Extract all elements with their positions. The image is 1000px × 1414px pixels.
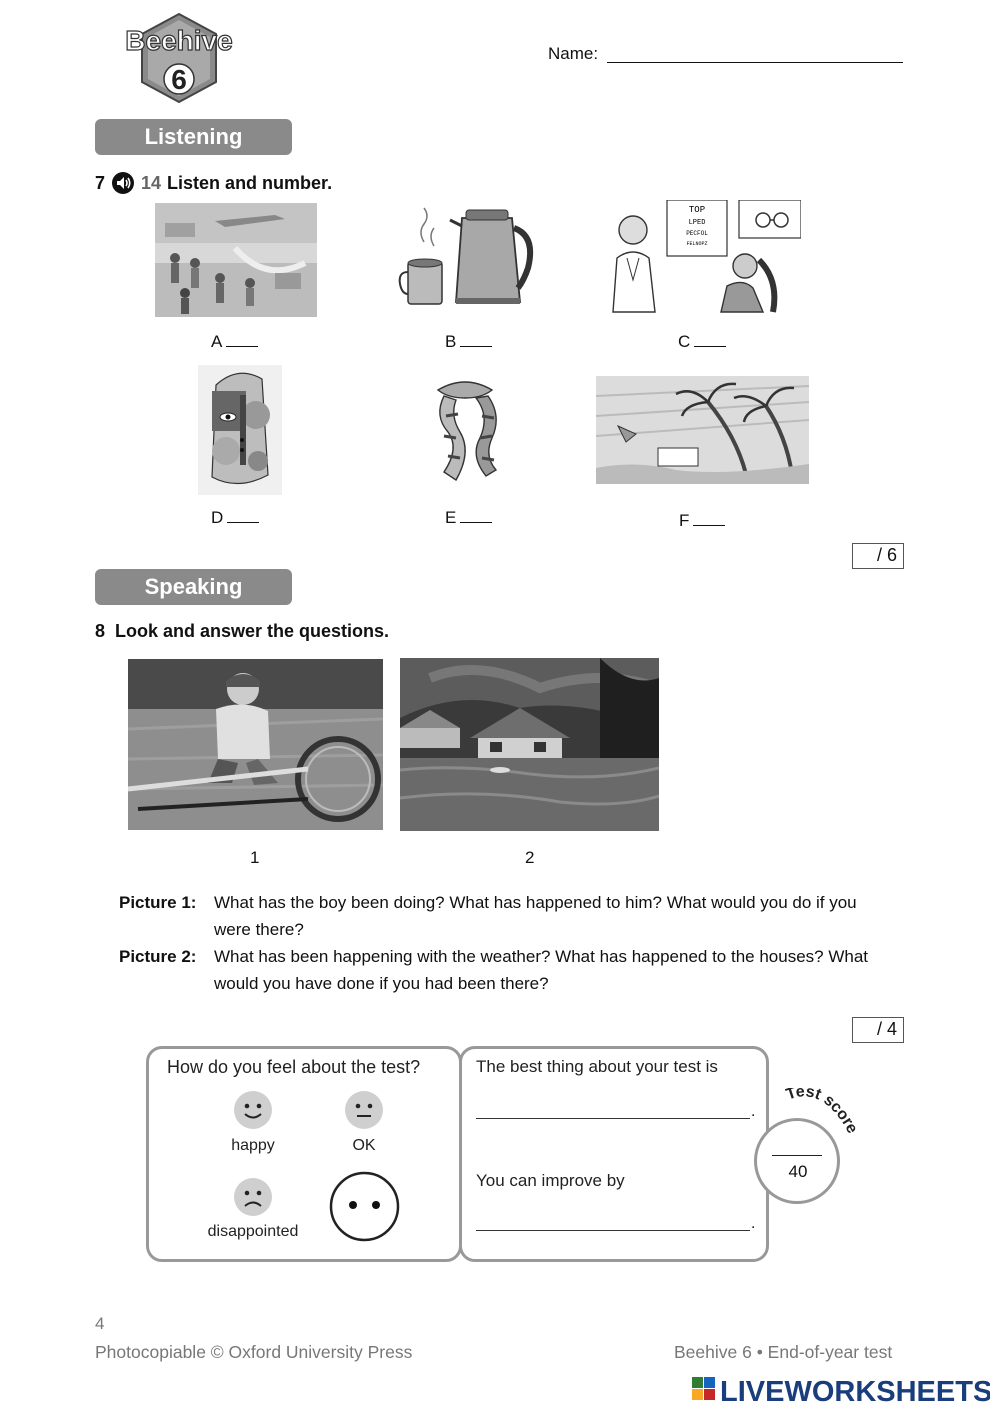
watermark-text: LIVEWORKSHEETS — [720, 1376, 990, 1407]
answer-blank[interactable] — [460, 346, 492, 347]
task-8-title — [95, 621, 389, 642]
picture-airport-scene — [155, 203, 317, 317]
improve-label: You can improve by — [476, 1171, 625, 1190]
option-letter: D — [211, 508, 224, 527]
speaking-banner: Speaking — [95, 569, 292, 605]
picture-1-label: Picture 1: — [119, 893, 197, 912]
task-instruction: Look and answer the questions. — [115, 621, 390, 641]
improve-dot: . — [751, 1215, 756, 1232]
speaking-score-box: / 4 — [852, 1017, 904, 1043]
option-f-label[interactable] — [679, 511, 725, 531]
option-d-label[interactable] — [211, 508, 259, 528]
book-title: Beehive 6 • End-of-year test — [674, 1342, 893, 1362]
best-thing-dot: . — [751, 1103, 756, 1120]
page-number: 4 — [95, 1314, 105, 1333]
liveworksheets-logo — [690, 1373, 990, 1407]
option-letter: C — [678, 332, 691, 351]
listening-score-box: / 6 — [852, 543, 904, 569]
happy-label: happy — [231, 1137, 275, 1154]
answer-blank[interactable] — [460, 522, 492, 523]
svg-text:FELNOPZ: FELNOPZ — [686, 241, 708, 247]
photo-boy-with-bike — [128, 659, 383, 830]
test-score-label: Test score — [784, 1088, 861, 1137]
listening-banner: Listening — [95, 119, 292, 155]
ok-face-icon[interactable] — [344, 1090, 384, 1130]
test-score-label-arc — [780, 1088, 870, 1158]
svg-text:LPED: LPED — [688, 219, 706, 227]
option-letter: B — [445, 332, 457, 351]
picture-optician — [603, 200, 801, 315]
best-thing-line[interactable] — [476, 1118, 750, 1119]
name-label: Name: — [548, 44, 599, 63]
copyright-text: Photocopiable © Oxford University Press — [95, 1342, 413, 1362]
option-a-label[interactable] — [211, 332, 258, 352]
picture-2-questions: What has been happening with the weather? What has happened to the houses? What would you have done if you had been there? — [214, 947, 869, 993]
beehive-logo — [112, 12, 247, 104]
disappointed-face-icon[interactable] — [233, 1177, 273, 1217]
name-field[interactable] — [607, 62, 903, 63]
picture-kettle-and-mug — [398, 206, 538, 310]
photo-2-number: 2 — [525, 848, 535, 867]
test-score-total: 40 — [788, 1162, 808, 1181]
option-c-label[interactable] — [678, 332, 726, 352]
happy-face-icon[interactable] — [233, 1090, 273, 1130]
logo-brand-text: Beehive — [125, 25, 233, 56]
disappointed-label: disappointed — [207, 1223, 299, 1240]
track-number: 14 — [141, 172, 162, 193]
option-letter: F — [679, 511, 690, 530]
option-b-label[interactable] — [445, 332, 492, 352]
answer-blank[interactable] — [693, 525, 725, 526]
option-letter: A — [211, 332, 223, 351]
best-thing-label: The best thing about your test is — [476, 1057, 718, 1076]
blank-face-icon[interactable] — [329, 1171, 400, 1242]
picture-abstract-face — [198, 365, 282, 495]
photo-flooded-houses — [400, 658, 659, 831]
photo-1-number: 1 — [250, 848, 260, 867]
svg-text:PECFOL: PECFOL — [686, 230, 708, 237]
answer-blank[interactable] — [226, 346, 258, 347]
task-7-title — [95, 171, 332, 195]
picture-2-label: Picture 2: — [119, 947, 197, 966]
svg-text:TOP: TOP — [688, 205, 706, 215]
picture-hurricane — [596, 376, 809, 484]
option-letter: E — [445, 508, 457, 527]
improve-line[interactable] — [476, 1230, 750, 1231]
task-instruction: Listen and number. — [167, 172, 333, 193]
task-number: 7 — [95, 172, 106, 193]
svg-text:Test score — [784, 1088, 861, 1136]
answer-blank[interactable] — [694, 346, 726, 347]
task-number: 8 — [95, 621, 106, 641]
ok-label: OK — [352, 1137, 376, 1154]
logo-level-text: 6 — [171, 64, 187, 95]
picture-1-questions: What has the boy been doing? What has happened to him? What would you do if you were there? — [214, 893, 857, 939]
answer-blank[interactable] — [227, 522, 259, 523]
option-e-label[interactable] — [445, 508, 492, 528]
audio-icon[interactable] — [111, 171, 135, 195]
feelings-question: How do you feel about the test? — [167, 1057, 421, 1077]
picture-scarf — [430, 376, 500, 486]
